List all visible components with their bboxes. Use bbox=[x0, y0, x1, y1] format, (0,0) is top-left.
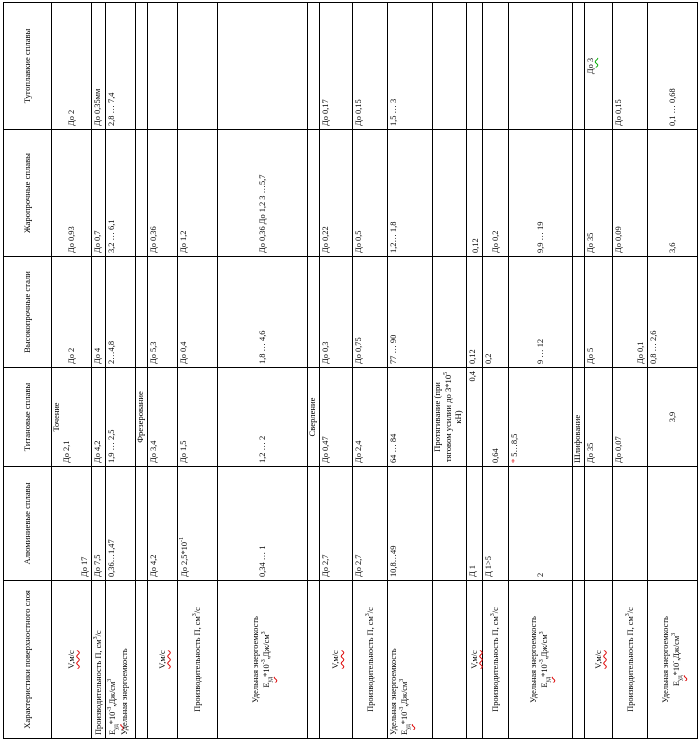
table-cell: До 35 bbox=[585, 368, 613, 467]
table-cell bbox=[52, 368, 92, 467]
header-characteristics: Характеристики поверхностного слоя bbox=[4, 581, 52, 739]
section-row-drilling bbox=[308, 3, 320, 739]
table-cell: До 0,17 bbox=[320, 3, 353, 130]
table-cell: 9,9 … 19 bbox=[509, 130, 573, 257]
table-cell: До 35 bbox=[585, 130, 613, 257]
energy-label: Удельная энергоемкость $Е_{уд}*10^{-3},Дж/см^3$ bbox=[509, 581, 573, 739]
table-cell bbox=[648, 467, 698, 581]
table-cell: 64 … 84 bbox=[388, 368, 433, 467]
table-cell: 1,8 … 4,6 bbox=[218, 257, 308, 368]
header-heat-resistant: Жаропрочные сплавы bbox=[4, 130, 52, 257]
productivity-label: Производительность П, $см^3/с$ bbox=[483, 581, 509, 739]
table-cell: До 2,7 bbox=[353, 467, 388, 581]
table-row bbox=[353, 3, 388, 739]
table-cell: До 0,5 bbox=[353, 130, 388, 257]
empty-cell bbox=[136, 581, 148, 739]
empty-cell bbox=[136, 257, 148, 368]
table-cell bbox=[613, 467, 648, 581]
table-cell: 0,4 bbox=[467, 368, 483, 467]
section-row-grinding bbox=[573, 3, 585, 739]
table-cell bbox=[218, 3, 308, 130]
table-row bbox=[106, 3, 136, 739]
table-cell: 9 … 12 bbox=[509, 257, 573, 368]
table-cell: 10,8…49 bbox=[388, 467, 433, 581]
table-cell: 0,2 bbox=[483, 257, 509, 368]
productivity-label: Производительность П, $см^3/с$ bbox=[92, 581, 106, 739]
energy-label: Удельная энергоемкость $Е_{уд}*10^{-3},Дж/см^3$ bbox=[388, 581, 433, 739]
empty-cell bbox=[136, 467, 148, 581]
empty-cell bbox=[433, 3, 467, 130]
speed-label: V,м/с bbox=[585, 581, 613, 739]
header-refractory: Тугоплавкие сплавы bbox=[4, 3, 52, 130]
empty-cell bbox=[573, 581, 585, 739]
empty-cell bbox=[573, 130, 585, 257]
empty-cell bbox=[308, 467, 320, 581]
table-cell: До 0,35мм bbox=[92, 3, 106, 130]
cutting-characteristics-table bbox=[3, 2, 698, 739]
empty-cell bbox=[136, 130, 148, 257]
empty-cell bbox=[308, 3, 320, 130]
section-title-broaching: Протягивание (при тяговом усилии до $3*10^5$ кН) bbox=[433, 368, 467, 467]
table-cell: До 0,09 bbox=[613, 130, 648, 257]
table-cell: 0,8 … 2,6 bbox=[648, 257, 698, 368]
energy-label: Удельная энергоемкость $Е_{уд}*10^{-3},Дж/см^3$ bbox=[218, 581, 308, 739]
section-title-turning: Точение bbox=[52, 402, 61, 432]
table-row bbox=[178, 3, 218, 739]
table-cell: До 0,22 bbox=[320, 130, 353, 257]
table-row bbox=[509, 3, 573, 739]
table-cell: До 0,1 bbox=[613, 257, 648, 368]
table-cell: До 0,93 bbox=[52, 130, 92, 257]
table-cell: До 2,4 bbox=[353, 368, 388, 467]
section-row-milling bbox=[136, 3, 148, 739]
table-cell: До 1,5 bbox=[178, 368, 218, 467]
header-high-strength-steel: Высокопрочные стали bbox=[4, 257, 52, 368]
table-cell-value: До 2,1 bbox=[61, 440, 71, 463]
table-cell: 0,1 … 0,68 bbox=[648, 3, 698, 130]
table-row bbox=[218, 3, 308, 739]
table-cell: До 4 bbox=[92, 257, 106, 368]
table-row bbox=[648, 3, 698, 739]
empty-cell bbox=[433, 467, 467, 581]
section-title-grinding: Шлифование bbox=[573, 368, 585, 467]
energy-label: Удельная энергоемкость $Е_{уд}*10^-,Дж/см^3$ bbox=[648, 581, 698, 739]
table-cell: До 4,2 bbox=[92, 368, 106, 467]
productivity-label: Производительность П, $см^3/с$ bbox=[178, 581, 218, 739]
table-cell: До 0,36 bbox=[148, 130, 178, 257]
table-cell: До 0,15 bbox=[353, 3, 388, 130]
table-row bbox=[483, 3, 509, 739]
speed-label: V,м/с bbox=[467, 581, 483, 739]
table-cell: Д 1 bbox=[467, 467, 483, 581]
speed-label: V,м/с bbox=[148, 581, 178, 739]
table-cell: До 3,4 bbox=[148, 368, 178, 467]
empty-cell bbox=[136, 3, 148, 130]
table-cell: До 0,7 bbox=[92, 130, 106, 257]
table-cell: 2…4,8 bbox=[106, 257, 136, 368]
table-cell: 0,34 … 1 bbox=[218, 467, 308, 581]
header-row bbox=[4, 3, 52, 739]
table-cell: До 7,5 bbox=[92, 467, 106, 581]
empty-cell bbox=[433, 257, 467, 368]
productivity-label: Производительность П, $см^3/с$ bbox=[613, 581, 648, 739]
table-cell: До 0,75 bbox=[353, 257, 388, 368]
empty-cell bbox=[308, 257, 320, 368]
table-cell: 3,6 bbox=[648, 130, 698, 257]
empty-cell bbox=[573, 3, 585, 130]
section-title-drilling: Сверление bbox=[308, 368, 320, 467]
table-cell: 0,64 bbox=[483, 368, 509, 467]
table-cell: До 0,36 До 1,2 3 …5,7 bbox=[218, 130, 308, 257]
table-cell: 0,36…1,47 bbox=[106, 467, 136, 581]
table-cell: До 5 bbox=[585, 257, 613, 368]
table-cell: * 5…8,5 bbox=[509, 368, 573, 467]
table-cell: Д 1>5 bbox=[483, 467, 509, 581]
header-aluminum: Алюминиевые сплавы bbox=[4, 467, 52, 581]
table-cell: До 2 bbox=[52, 257, 92, 368]
table-cell: 0,12 bbox=[467, 257, 483, 368]
table-cell: До 1,2 bbox=[178, 130, 218, 257]
table-cell: До 17 bbox=[52, 467, 92, 581]
table-row bbox=[148, 3, 178, 739]
table-cell bbox=[148, 3, 178, 130]
table-cell: До 0,2 bbox=[483, 130, 509, 257]
empty-cell bbox=[308, 130, 320, 257]
energy-label: $Е_{уд}*10^{-3},Дж/см^3$ Удельная энергоемкость bbox=[106, 581, 136, 739]
table-row bbox=[388, 3, 433, 739]
table-cell: До 0,3 bbox=[320, 257, 353, 368]
table-cell bbox=[467, 3, 483, 130]
table-cell bbox=[509, 3, 573, 130]
empty-cell bbox=[573, 257, 585, 368]
section-row-broaching bbox=[433, 3, 467, 739]
table-cell: До $2,5*10^{-1}$ bbox=[178, 467, 218, 581]
table-cell: 1,2 … 2 bbox=[218, 368, 308, 467]
table-cell: До 5,3 bbox=[148, 257, 178, 368]
table-cell: 77 … 90 bbox=[388, 257, 433, 368]
table-cell: 1,5 … 3 bbox=[388, 3, 433, 130]
table-row bbox=[320, 3, 353, 739]
section-title-milling: Фрезерование bbox=[136, 368, 148, 467]
table-row bbox=[92, 3, 106, 739]
table-cell bbox=[178, 3, 218, 130]
table-cell: До 0,47 bbox=[320, 368, 353, 467]
productivity-label: Производительность П, $см^3/с$ bbox=[353, 581, 388, 739]
speed-label: V,м/с bbox=[52, 581, 92, 739]
table-cell: До 0,07 bbox=[613, 368, 648, 467]
table-cell: До 4,2 bbox=[148, 467, 178, 581]
table-cell: 3,9 bbox=[648, 368, 698, 467]
table-cell: 2,8 … 7,4 bbox=[106, 3, 136, 130]
table-cell: До 3 bbox=[585, 3, 613, 130]
table-cell: До 0,4 bbox=[178, 257, 218, 368]
table-cell: До 2 bbox=[52, 3, 92, 130]
table-row bbox=[467, 3, 483, 739]
speed-label: V,м/с bbox=[320, 581, 353, 739]
table-cell bbox=[585, 467, 613, 581]
table-row bbox=[585, 3, 613, 739]
table-row bbox=[613, 3, 648, 739]
table-cell: До 2,7 bbox=[320, 467, 353, 581]
empty-cell bbox=[308, 581, 320, 739]
table-cell: 0,12 bbox=[467, 130, 483, 257]
table-cell bbox=[483, 3, 509, 130]
table-cell: 1,2… 1,8 bbox=[388, 130, 433, 257]
empty-cell bbox=[433, 581, 467, 739]
empty-cell bbox=[573, 467, 585, 581]
table-row bbox=[52, 3, 92, 739]
table-cell: 3,2 … 6,1 bbox=[106, 130, 136, 257]
empty-cell bbox=[433, 130, 467, 257]
table-cell: 1,9 … 2,5 bbox=[106, 368, 136, 467]
table-cell: 2 bbox=[509, 467, 573, 581]
header-titanium: Титановые сплавы bbox=[4, 368, 52, 467]
table-cell: До 0,15 bbox=[613, 3, 648, 130]
